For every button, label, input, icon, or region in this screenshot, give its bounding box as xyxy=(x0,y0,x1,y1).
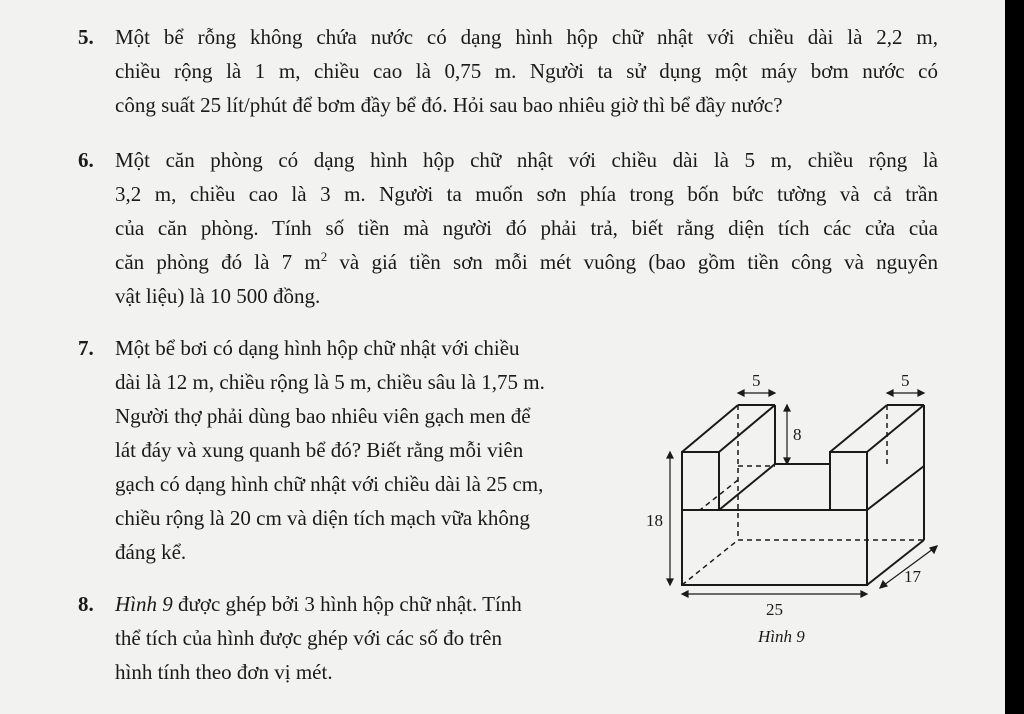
text-line xyxy=(115,587,635,621)
figure-9 xyxy=(640,360,940,660)
dimension-label: 5 xyxy=(901,371,910,390)
figure-9-drawing xyxy=(640,360,940,660)
problem-text xyxy=(115,143,938,313)
text-fragment: và giá tiền sơn mỗi mét vuông (bao gồm tiền công và nguyên xyxy=(327,250,938,274)
figure-reference: Hình 9 xyxy=(115,592,173,616)
text-fragment: căn phòng đó là 7 m xyxy=(115,250,321,274)
text-line: 3,2 m, chiều cao là 3 m. Người ta muốn sơn phía trong bốn bức tường và cả trần xyxy=(115,182,938,206)
text-line: chiều rộng là 1 m, chiều cao là 0,75 m. Người ta sử dụng một máy bơm nước có xyxy=(115,59,938,83)
problem-number: 7. xyxy=(78,336,94,360)
problem-text xyxy=(115,20,938,122)
text-line: công suất 25 lít/phút để bơm đầy bể đó. Hỏi sau bao nhiêu giờ thì bể đầy nước? xyxy=(115,93,783,117)
problem-number: 8. xyxy=(78,592,94,616)
text-line xyxy=(115,245,938,279)
figure-caption: Hình 9 xyxy=(758,627,805,646)
text-fragment: được ghép bởi 3 hình hộp chữ nhật. Tính xyxy=(172,592,522,616)
problem-number: 5. xyxy=(78,25,94,49)
text-line: Một căn phòng có dạng hình hộp chữ nhật với chiều dài là 5 m, chiều rộng là xyxy=(115,148,938,172)
text-line: thể tích của hình được ghép với các số đo trên xyxy=(115,626,502,650)
text-line: dài là 12 m, chiều rộng là 5 m, chiều sâu là 1,75 m. xyxy=(115,370,545,394)
text-line: chiều rộng là 20 cm và diện tích mạch vữa không xyxy=(115,506,530,530)
text-line: Người thợ phải dùng bao nhiêu viên gạch men để xyxy=(115,404,531,428)
problem-number: 6. xyxy=(78,148,94,172)
text-line: của căn phòng. Tính số tiền mà người đó phải trả, biết rằng diện tích các cửa của xyxy=(115,216,938,240)
dimension-label: 5 xyxy=(752,371,761,390)
problem-text xyxy=(115,587,635,689)
dimension-label: 8 xyxy=(793,425,802,444)
problem-text xyxy=(115,331,635,569)
text-line: Một bể rỗng không chứa nước có dạng hình hộp chữ nhật với chiều dài là 2,2 m, xyxy=(115,25,938,49)
superscript: 2 xyxy=(320,249,328,264)
dimension-label: 18 xyxy=(646,511,663,530)
text-line: vật liệu) là 10 500 đồng. xyxy=(115,284,321,308)
dimension-arrows xyxy=(667,390,937,597)
text-line: gạch có dạng hình chữ nhật với chiều dài là 25 cm, xyxy=(115,472,544,496)
text-line: hình tính theo đơn vị mét. xyxy=(115,660,333,684)
text-line: đáng kể. xyxy=(115,540,187,564)
text-line: lát đáy và xung quanh bể đó? Biết rằng mỗi viên xyxy=(115,438,524,462)
dimension-label: 25 xyxy=(766,600,783,619)
dimension-label: 17 xyxy=(904,567,921,586)
text-line: Một bể bơi có dạng hình hộp chữ nhật với chiều xyxy=(115,336,520,360)
